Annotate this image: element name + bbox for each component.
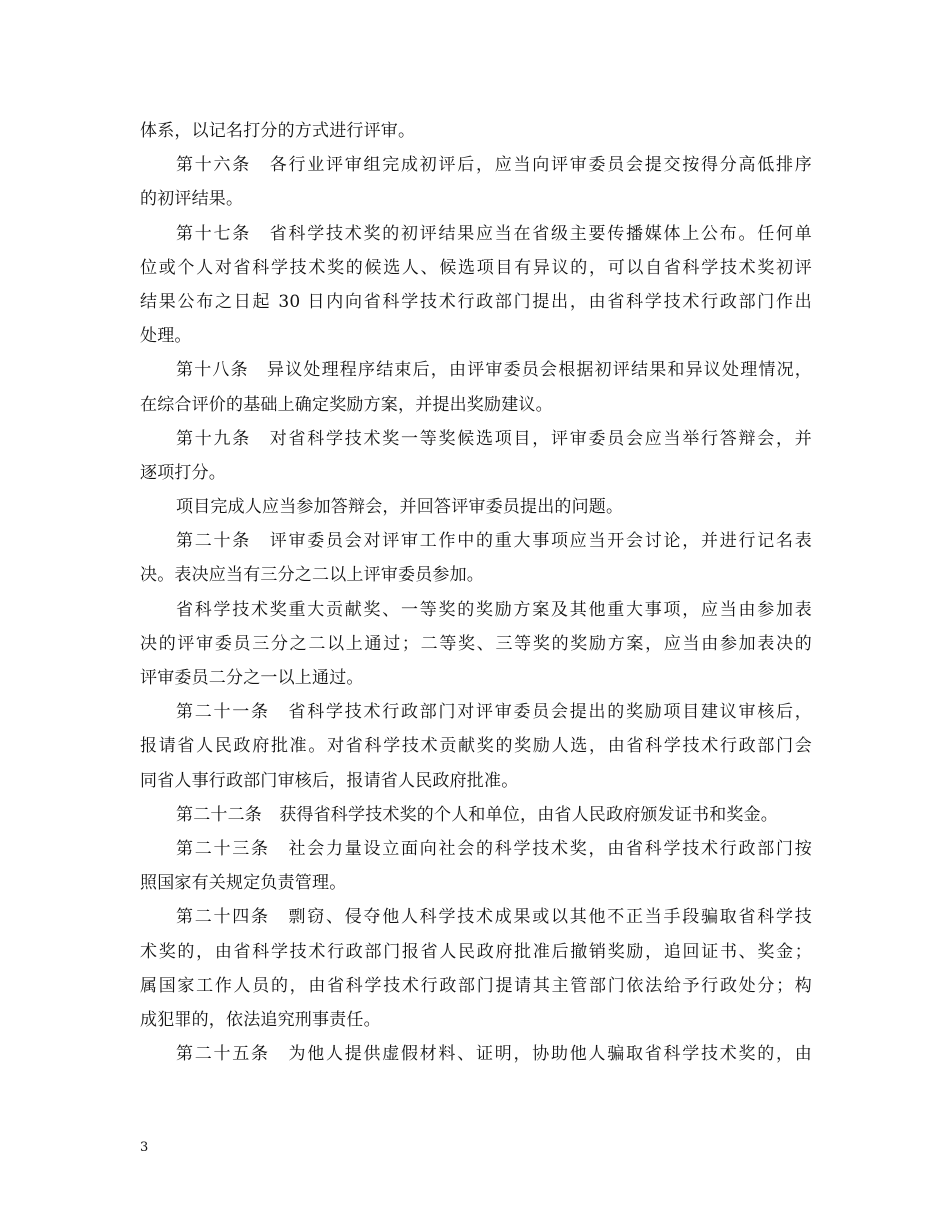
text-line: 第二十二条 获得省科学技术奖的个人和单位，由省人民政府颁发证书和奖金。 (176, 804, 778, 825)
text-line: 体系，以记名打分的方式进行评审。 (140, 121, 416, 141)
text-line: 省科学技术奖重大贡献奖、一等奖的奖励方案及其他重大事项，应当由参加表 (176, 599, 812, 620)
text-line: 逐项打分。 (140, 462, 226, 483)
text-line: 位或个人对省科学技术奖的候选人、候选项目有异议的，可以自省科学技术奖初评 (140, 257, 812, 278)
text-line: 决。表决应当有三分之二以上评审委员参加。 (140, 565, 484, 586)
text-line: 处理。 (140, 326, 192, 347)
text-line: 评审委员二分之一以上通过。 (140, 668, 364, 688)
text-line: 照国家有关规定负责管理。 (140, 873, 347, 894)
text-line: 第二十四条 剽窃、侵夺他人科学技术成果或以其他不正当手段骗取省科学技 (176, 907, 812, 928)
text-line: 第二十一条 省科学技术行政部门对评审委员会提出的奖励项目建议审核后， (176, 702, 812, 723)
text-line: 第十六条 各行业评审组完成初评后，应当向评审委员会提交按得分高低排序 (176, 155, 812, 176)
text-line: 同省人事行政部门审核后，报请省人民政府批准。 (140, 770, 519, 791)
text-line: 第十八条 异议处理程序结束后，由评审委员会根据初评结果和异议处理情况， (176, 360, 812, 381)
text-line: 第十九条 对省科学技术奖一等奖候选项目，评审委员会应当举行答辩会，并 (176, 428, 812, 449)
text-line: 的初评结果。 (140, 189, 244, 210)
text-line: 成犯罪的，依法追究刑事责任。 (140, 1009, 381, 1030)
text-line: 第二十五条 为他人提供虚假材料、证明，协助他人骗取省科学技术奖的，由 (176, 1044, 812, 1065)
text-line: 术奖的，由省科学技术行政部门报省人民政府批准后撤销奖励，追回证书、奖金； (140, 941, 812, 962)
text-line: 报请省人民政府批准。对省科学技术贡献奖的奖励人选，由省科学技术行政部门会 (140, 736, 812, 757)
text-line: 决的评审委员三分之二以上通过；二等奖、三等奖的奖励方案，应当由参加表决的 (140, 633, 812, 654)
text-line: 项目完成人应当参加答辩会，并回答评审委员提出的问题。 (176, 497, 624, 518)
text-line: 第二十条 评审委员会对评审工作中的重大事项应当开会讨论，并进行记名表 (176, 531, 812, 552)
text-line: 第二十三条 社会力量设立面向社会的科学技术奖，由省科学技术行政部门按 (176, 838, 812, 859)
text-line: 属国家工作人员的，由省科学技术行政部门提请其主管部门依法给予行政处分；构 (140, 975, 812, 996)
document-body (140, 114, 812, 1071)
text-line: 结果公布之日起 30 日内向省科学技术行政部门提出，由省科学技术行政部门作出 (140, 291, 812, 312)
page-number: 3 (140, 1140, 149, 1155)
text-line: 第十七条 省科学技术奖的初评结果应当在省级主要传播媒体上公布。任何单 (176, 223, 812, 244)
text-line: 在综合评价的基础上确定奖励方案，并提出奖励建议。 (140, 394, 553, 415)
